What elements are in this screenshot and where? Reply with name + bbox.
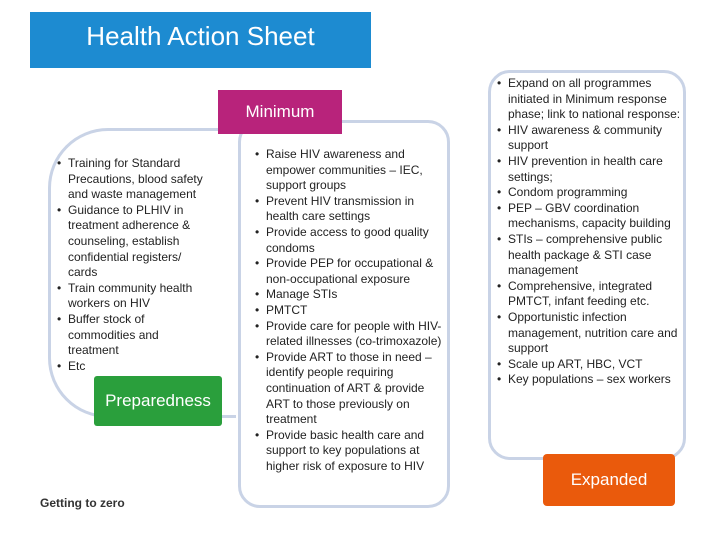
- list-item: • PMTCT: [255, 303, 445, 319]
- list-item: • Provide basic health care and support to key populations at higher risk of exposure to HIV: [255, 428, 445, 475]
- list-item: • Key populations – sex workers: [497, 372, 683, 388]
- expanded-label: Expanded: [543, 454, 675, 506]
- list-item: • Raise HIV awareness and empower communities – IEC, support groups: [255, 147, 445, 194]
- minimum-list: [255, 147, 445, 474]
- list-item: • Condom programming: [497, 185, 683, 201]
- list-item: • PEP – GBV coordination mechanisms, capacity building: [497, 201, 683, 232]
- list-item: • HIV awareness & community support: [497, 123, 683, 154]
- list-item: • Expand on all programmes initiated in Minimum response phase; link to national response:: [497, 76, 683, 123]
- list-item: • Buffer stock of commodities and treatment: [57, 312, 212, 359]
- list-item: • Provide PEP for occupational & non-occupational exposure: [255, 256, 445, 287]
- list-item: • Train community health workers on HIV: [57, 281, 212, 312]
- list-item: • Etc: [57, 359, 212, 375]
- list-item: • STIs – comprehensive public health package & STI case management: [497, 232, 683, 279]
- list-item: • Manage STIs: [255, 287, 445, 303]
- list-item: • Provide ART to those in need – identify people requiring continuation of ART & provide ART to those previously on treatment: [255, 350, 445, 428]
- list-item: • Prevent HIV transmission in health care settings: [255, 194, 445, 225]
- minimum-label: Minimum: [218, 90, 342, 134]
- list-item: • Comprehensive, integrated PMTCT, infant feeding etc.: [497, 279, 683, 310]
- list-item: • Scale up ART, HBC, VCT: [497, 357, 683, 373]
- list-item: • Guidance to PLHIV in treatment adherence & counseling, establish confidential registers/ cards: [57, 203, 212, 281]
- preparedness-list: [57, 156, 212, 374]
- footer-text: Getting to zero: [40, 496, 125, 510]
- page-title: Health Action Sheet: [30, 12, 371, 68]
- list-item: • Provide access to good quality condoms: [255, 225, 445, 256]
- expanded-list: [497, 76, 683, 388]
- preparedness-label: Preparedness: [94, 376, 222, 426]
- list-item: • Opportunistic infection management, nutrition care and support: [497, 310, 683, 357]
- list-item: • Training for Standard Precautions, blood safety and waste management: [57, 156, 212, 203]
- list-item: • HIV prevention in health care settings;: [497, 154, 683, 185]
- list-item: • Provide care for people with HIV-related illnesses (co-trimoxazole): [255, 319, 445, 350]
